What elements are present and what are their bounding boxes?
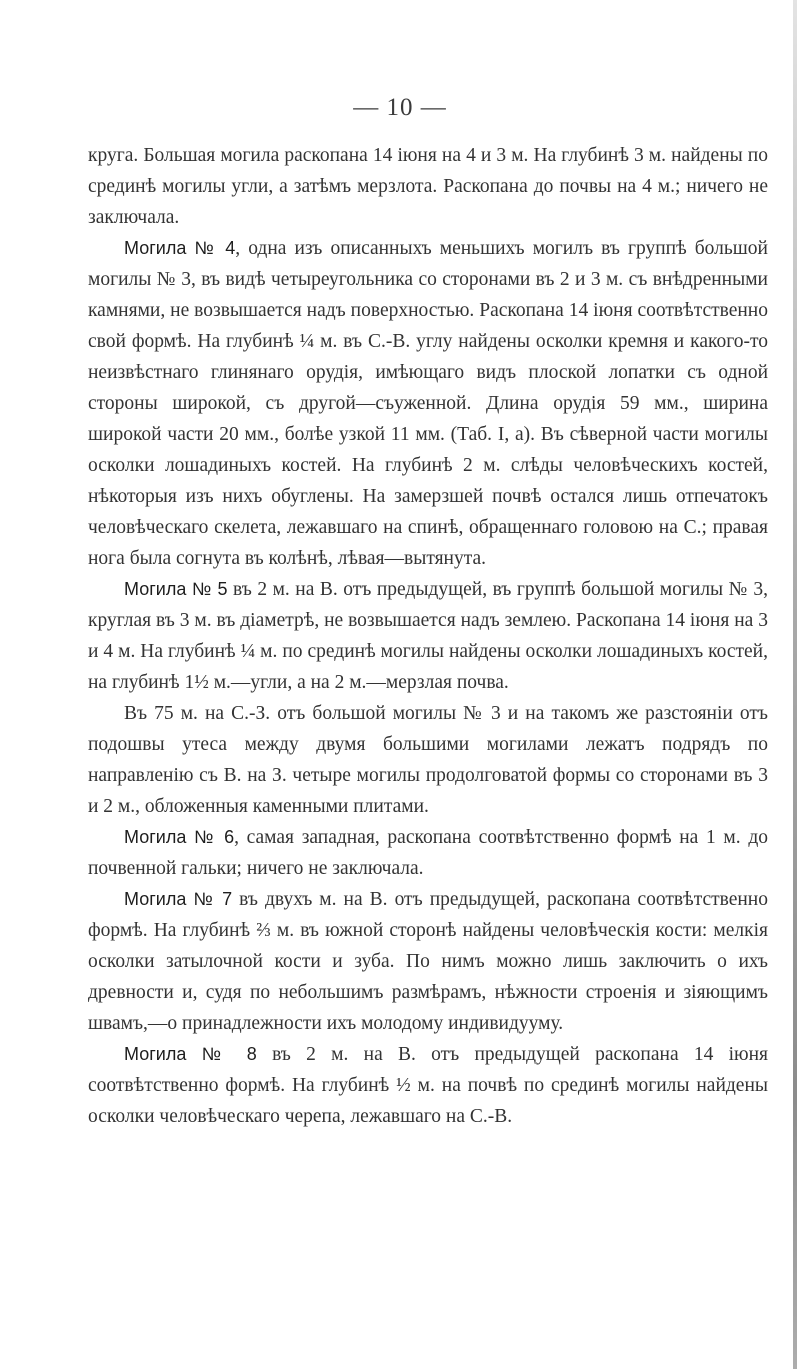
body-text xyxy=(88,140,768,1132)
paragraph-1-text: круга. Большая могила раскопана 14 іюня на 4 и 3 м. На глубинѣ 3 м. найдены по срединѣ могилы угли, а затѣмъ мерзлота. Раскопана до почвы на 4 м.; ничего не заключала. xyxy=(88,145,768,228)
four-graves-text: Въ 75 м. на С.-З. отъ большой могилы № 3 и на такомъ же разстояніи отъ подошвы утеса между двумя большими могилами лежатъ подрядъ по направленію съ В. на З. четыре могилы продолговатой формы со сторонами въ 3 и 2 м., обложенныя каменными плитами. xyxy=(88,703,768,817)
grave-5-text: въ 2 м. на В. отъ предыдущей, въ группѣ большой могилы № 3, круглая въ 3 м. въ діаметрѣ, не возвышается надъ землею. Раскопана 14 іюня на 3 и 4 м. На глубинѣ ¼ м. по срединѣ могилы найдены осколки лошадиныхъ костей, на глубинѣ 1½ м.—угли, а на 2 м.—мерзлая почва. xyxy=(88,579,768,693)
grave-4-heading: Могила № 4 xyxy=(124,238,236,258)
grave-8-heading: Могила № 8 xyxy=(124,1044,257,1064)
paragraph-grave-7 xyxy=(88,884,768,1039)
grave-4-text: , одна изъ описанныхъ меньшихъ могилъ въ группѣ большой могилы № 3, въ видѣ четыреугольника со сторонами въ 2 и 3 м. съ внѣдренными камнями, не возвышается надъ поверхностью. Раскопана 14 іюня соотвѣтственно свой формѣ. На глубинѣ ¼ м. въ С.-В. углу найдены осколки кремня и какого-то неизвѣстнаго глинянаго орудія, имѣющаго видъ плоской лопатки съ одной стороны широкой, съ другой—съуженной. Длина орудія 59 мм., ширина широкой части 20 мм., болѣе узкой 11 мм. (Таб. I, a). Въ сѣверной части могилы осколки лошадиныхъ костей. На глубинѣ 2 м. слѣды человѣческихъ костей, нѣкоторыя изъ нихъ обуглены. На замерзшей почвѣ остался лишь отпечатокъ человѣческаго скелета, лежавшаго на спинѣ, обращеннаго головою на С.; правая нога была согнута въ колѣнѣ, лѣвая—вытянута. xyxy=(88,238,768,569)
grave-7-text: въ двухъ м. на В. отъ предыдущей, раскопана соотвѣтственно формѣ. На глубинѣ ⅔ м. въ южной сторонѣ найдены человѣческія кости: мелкія осколки затылочной кости и зуба. По нимъ можно лишь заключить о ихъ древности и, судя по небольшимъ размѣрамъ, нѣжности строенія и зіяющимъ швамъ,—о принадлежности ихъ молодому индивидууму. xyxy=(88,889,768,1034)
page-edge-shadow xyxy=(793,0,797,1369)
paragraph-1 xyxy=(88,140,768,233)
paragraph-grave-4 xyxy=(88,233,768,574)
grave-8-text: въ 2 м. на В. отъ предыдущей раскопана 14 іюня соотвѣтственно формѣ. На глубинѣ ½ м. на почвѣ по срединѣ могилы найдены осколки человѣческаго черепа, лежавшаго на С.-В. xyxy=(88,1044,769,1127)
grave-6-text: , самая западная, раскопана соотвѣтственно формѣ на 1 м. до почвенной гальки; ничего не заключала. xyxy=(88,827,768,879)
paragraph-grave-5 xyxy=(88,574,768,698)
paragraph-grave-8 xyxy=(88,1039,768,1132)
grave-5-heading: Могила № 5 xyxy=(124,579,228,599)
page-number: — 10 — xyxy=(353,94,447,121)
paragraph-four-graves xyxy=(88,698,768,822)
paragraph-grave-6 xyxy=(88,822,768,884)
grave-6-heading: Могила № 6 xyxy=(124,827,235,847)
grave-7-heading: Могила № 7 xyxy=(124,889,233,909)
